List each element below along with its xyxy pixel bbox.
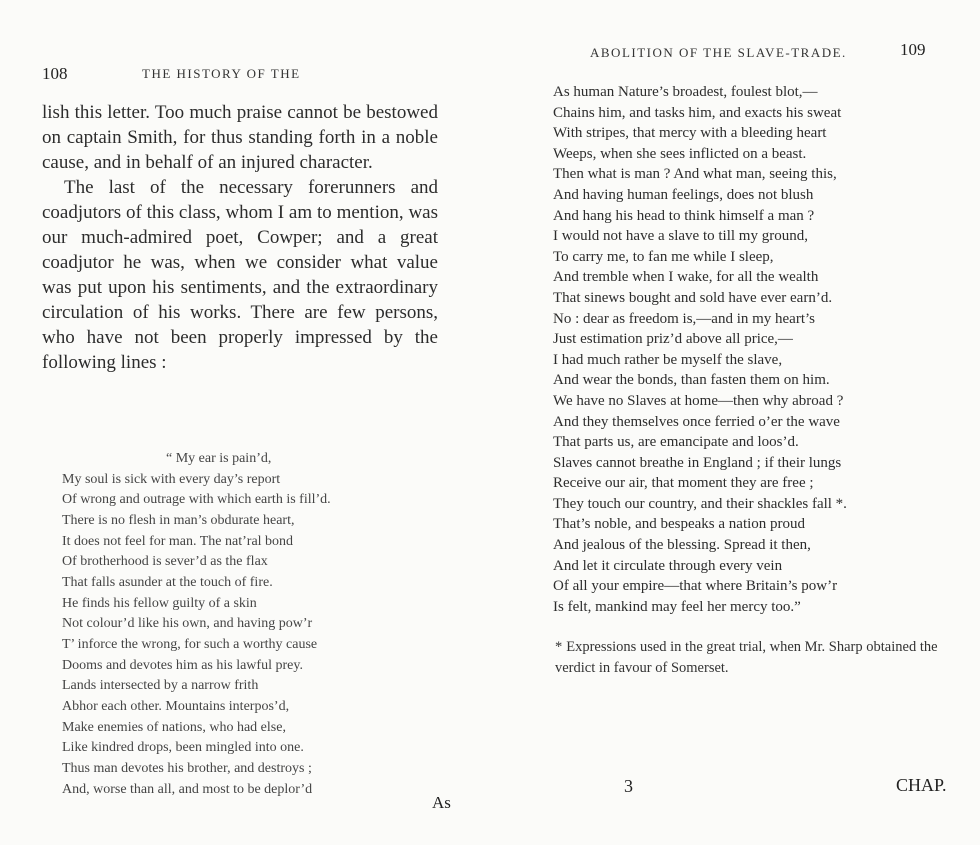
verse-line: Chains him, and tasks him, and exacts his sweat	[553, 104, 842, 121]
verse-line: That sinews bought and sold have ever earn’d.	[553, 289, 833, 306]
verse-line: Of all your empire—that where Britain’s pow’r	[553, 578, 838, 595]
verse-line: “ My ear is pain’d,	[166, 451, 272, 466]
verse-line: I had much rather be myself the slave,	[553, 351, 783, 368]
verse-line: As human Nature’s broadest, foulest blot,—	[553, 84, 818, 100]
verse-line: Make enemies of nations, who had else,	[62, 719, 286, 735]
verse-line: That parts us, are emancipate and loos’d.	[553, 434, 799, 451]
right-verse	[553, 82, 847, 617]
prose-paragraph-1: lish this letter. Too much praise cannot be bestowed on captain Smith, for thus standing forth in a noble cause, and in behalf of an injured character.	[42, 102, 438, 173]
verse-line: I would not have a slave to till my ground,	[553, 228, 808, 245]
verse-line: Is felt, mankind may feel her mercy too.”	[553, 598, 801, 615]
verse-line: Abhor each other. Mountains interpos’d,	[62, 698, 290, 714]
verse-line: Then what is man ? And what man, seeing this,	[553, 166, 837, 183]
verse-line: They touch our country, and their shackles fall *.	[553, 495, 847, 512]
verse-line: And they themselves once ferried o’er the wave	[553, 413, 840, 430]
verse-line: We have no Slaves at home—then why abroad ?	[553, 392, 844, 409]
verse-line: Of brotherhood is sever’d as the flax	[62, 554, 268, 570]
signature-mark: 3	[624, 776, 633, 796]
verse-line: He finds his fellow guilty of a skin	[62, 595, 257, 611]
verse-line: And hang his head to think himself a man ?	[553, 207, 815, 224]
left-catchword: As	[432, 793, 451, 812]
left-verse	[62, 449, 331, 800]
verse-line: It does not feel for man. The nat’ral bond	[62, 533, 294, 549]
verse-line: And jealous of the blessing. Spread it then,	[553, 537, 811, 554]
verse-line: Just estimation priz’d above all price,—	[553, 331, 793, 348]
verse-line: That falls asunder at the touch of fire.	[62, 574, 273, 590]
verse-line: Slaves cannot breathe in England ; if their lungs	[553, 454, 842, 471]
right-catchword: CHAP.	[896, 775, 947, 795]
right-page-number: 109	[900, 40, 926, 59]
left-page-number: 108	[42, 64, 68, 83]
verse-line: And let it circulate through every vein	[553, 557, 783, 574]
verse-line: T’ inforce the wrong, for such a worthy cause	[62, 636, 318, 652]
verse-line: And tremble when I wake, for all the wealth	[553, 269, 819, 286]
prose-paragraph-2: The last of the necessary forerunners and coadjutors of this class, whom I am to mention, was our much-admired poet, Cowper; and a great coadjutor he was, when we consider what value was put upon his sentiments, and the extraordinary circulation of his works. There are few persons, who have not been properly impressed by the following lines :	[42, 177, 438, 373]
right-running-head: ABOLITION OF THE SLAVE-TRADE.	[590, 45, 847, 60]
verse-line: To carry me, to fan me while I sleep,	[553, 248, 774, 265]
verse-line: Weeps, when she sees inflicted on a beast.	[553, 145, 807, 162]
verse-line: Thus man devotes his brother, and destroys ;	[62, 760, 312, 776]
verse-line: Not colour’d like his own, and having pow’r	[62, 616, 313, 632]
footnote-mark: *	[555, 639, 563, 655]
verse-line: Receive our air, that moment they are free ;	[553, 475, 814, 492]
verse-line: Lands intersected by a narrow frith	[62, 678, 259, 694]
verse-line: There is no flesh in man’s obdurate heart,	[62, 512, 295, 528]
verse-line: My soul is sick with every day’s report	[62, 471, 281, 487]
verse-line: With stripes, that mercy with a bleeding heart	[553, 125, 827, 142]
verse-line: And wear the bonds, than fasten them on him.	[553, 372, 830, 389]
left-running-head: THE HISTORY OF THE	[142, 66, 301, 81]
verse-line: And having human feelings, does not blush	[553, 186, 814, 203]
footnote	[555, 637, 955, 679]
left-prose	[42, 100, 438, 375]
verse-line: And, worse than all, and most to be deplor’d	[62, 781, 313, 797]
verse-line: Dooms and devotes him as his lawful prey.	[62, 657, 303, 673]
verse-line: No : dear as freedom is,—and in my heart’s	[553, 310, 816, 327]
footnote-text: Expressions used in the great trial, when Mr. Sharp obtained the verdict in favour of Somerset.	[555, 639, 938, 676]
verse-line: Of wrong and outrage with which earth is fill’d.	[62, 492, 331, 508]
verse-line: That’s noble, and bespeaks a nation proud	[553, 516, 806, 533]
verse-line: Like kindred drops, been mingled into one.	[62, 740, 304, 756]
